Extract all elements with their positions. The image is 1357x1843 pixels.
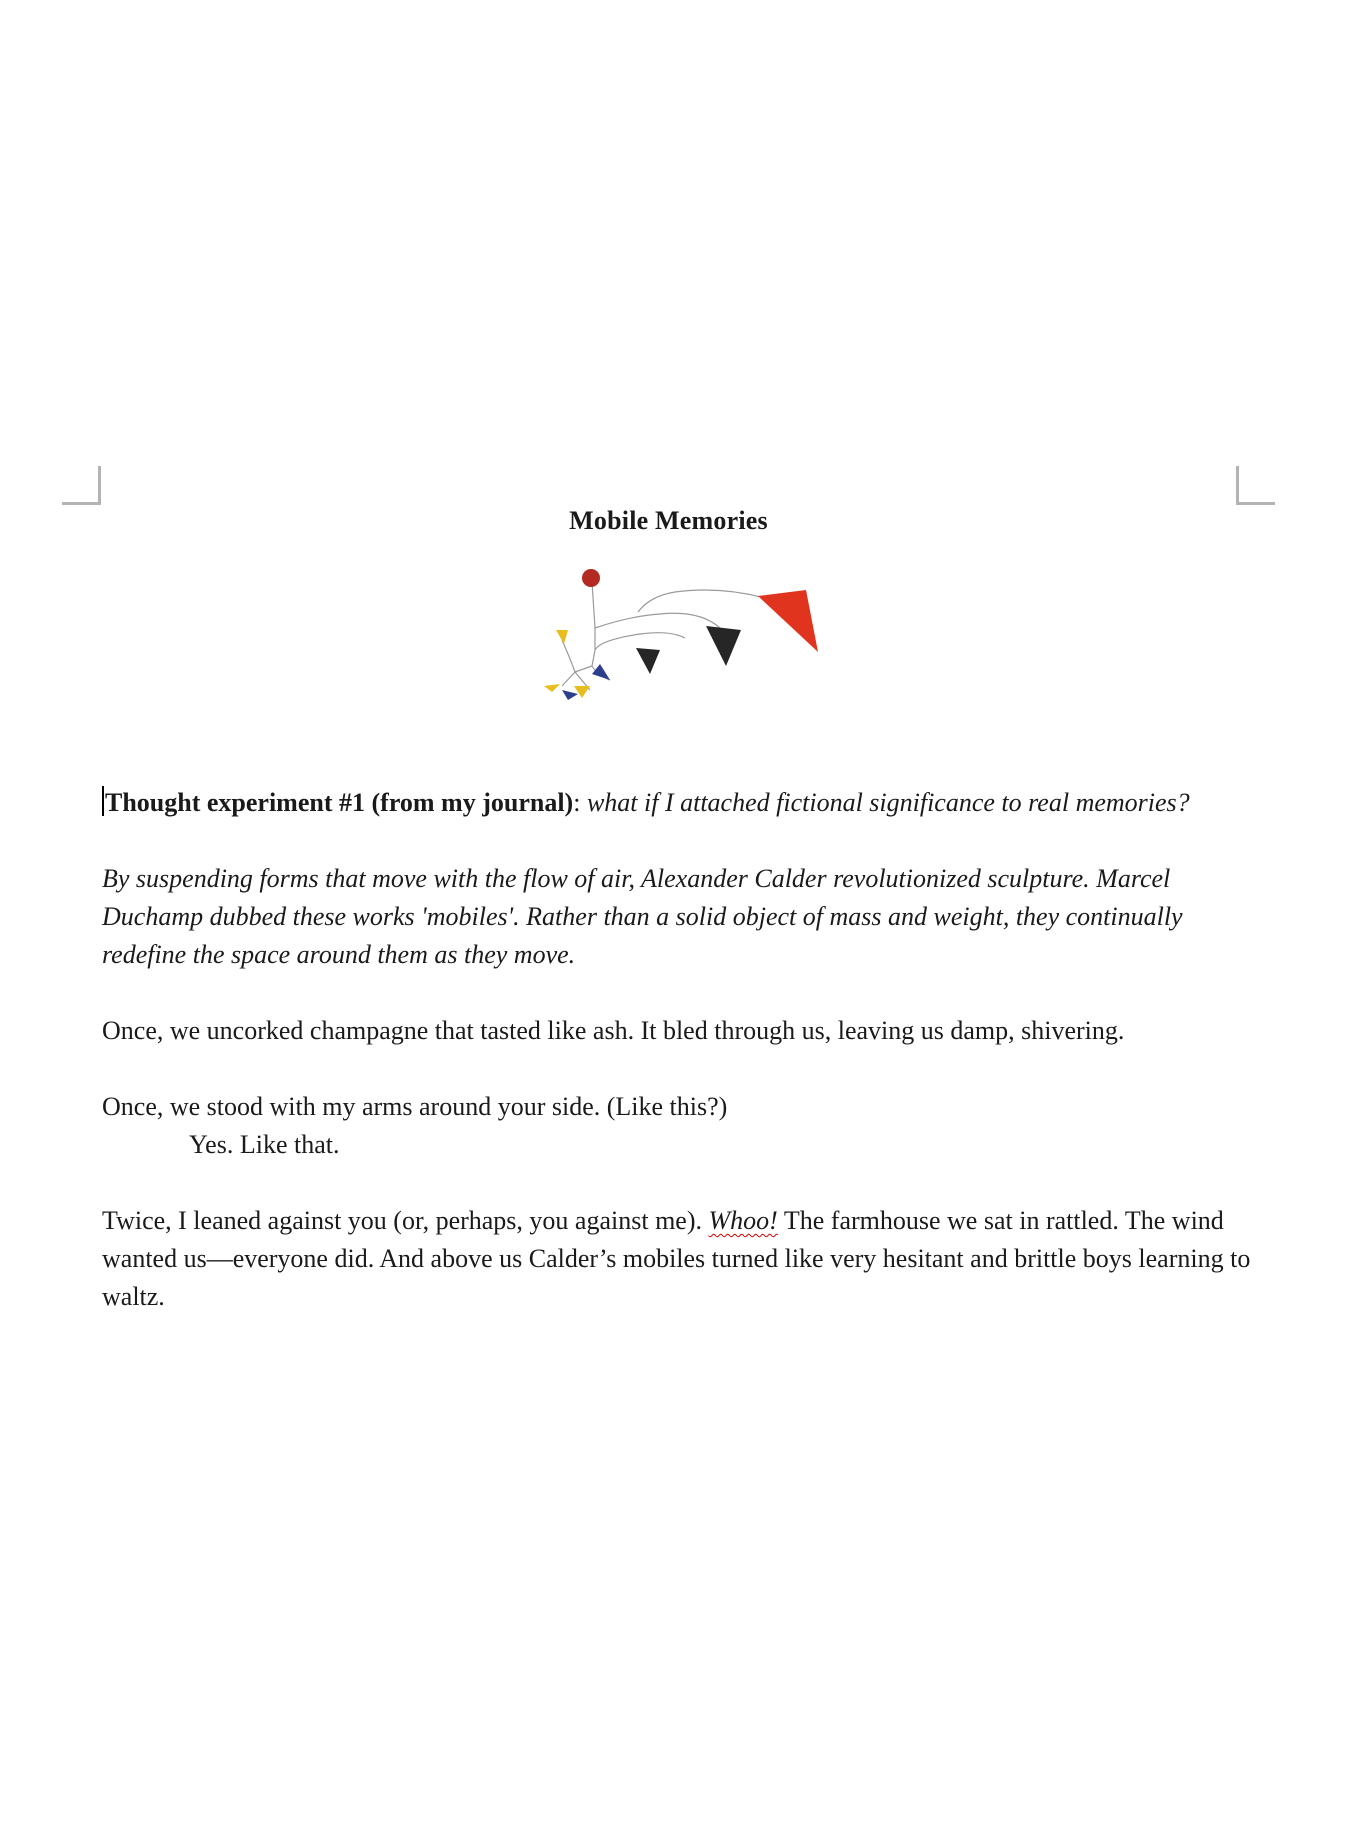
document-title: Mobile Memories <box>569 506 768 535</box>
lead-paragraph <box>102 784 1252 822</box>
document-body <box>102 784 1252 1354</box>
lead-colon: : <box>573 788 587 817</box>
intro-paragraph: By suspending forms that move with the flow of air, Alexander Calder revolutionized sculpture. Marcel Duchamp dubbed these works 'mobiles'. Rather than a solid object of mass and weight, they continually redefine the space around them as they move. <box>102 864 1183 969</box>
paragraph-champagne: Once, we uncorked champagne that tasted like ash. It bled through us, leaving us damp, shivering. <box>102 1016 1125 1045</box>
paragraph-farmhouse-before: Twice, I leaned against you (or, perhaps, you against me). <box>102 1206 709 1235</box>
paragraph-arms <box>102 1088 1252 1164</box>
paragraph-arms-line-2: Yes. Like that. <box>189 1130 340 1159</box>
lead-bold-text: Thought experiment #1 (from my journal) <box>105 788 574 817</box>
misspelled-word-whoo[interactable]: Whoo! <box>708 1206 778 1235</box>
text-cursor <box>102 786 104 816</box>
lead-italic-text: what if I attached fictional significance to real memories? <box>586 788 1190 817</box>
paragraph-arms-line-1: Once, we stood with my arms around your side. (Like this?) <box>102 1092 728 1121</box>
paragraph-farmhouse-after: The farmhouse we sat in rattled. The wind wanted us—everyone did. And above us Calder’s mobiles turned like very hesitant and brittle boys learning to waltz. <box>102 1206 1251 1311</box>
calder-mobile-illustration-icon <box>500 568 840 728</box>
crop-mark-top-left <box>62 466 101 505</box>
crop-mark-top-right <box>1236 466 1275 505</box>
paragraph-farmhouse <box>102 1202 1252 1316</box>
